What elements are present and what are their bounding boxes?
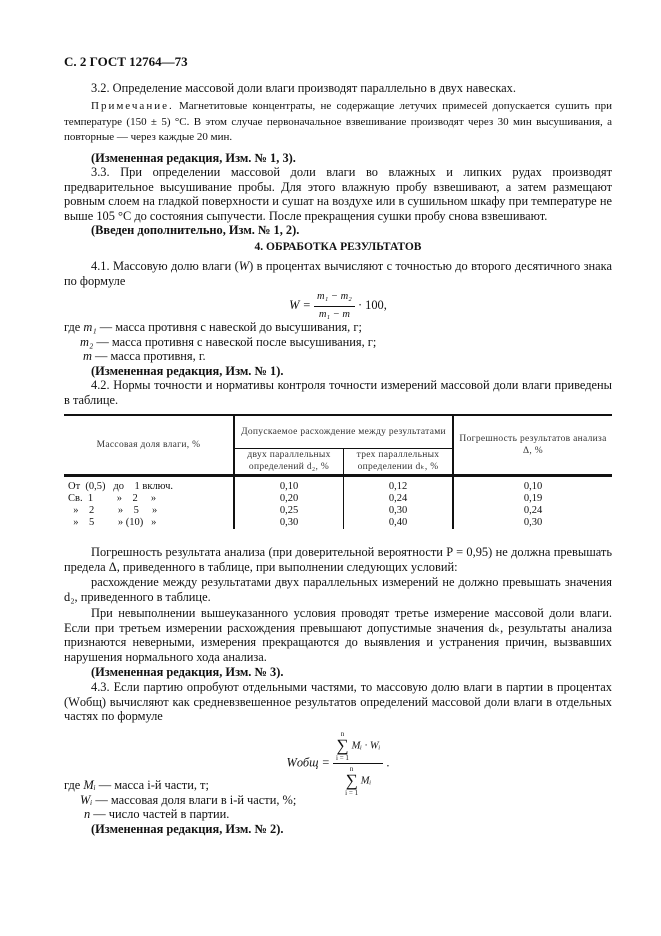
numerator — [333, 730, 383, 764]
where-item — [64, 778, 612, 793]
text: где — [64, 320, 84, 334]
variable: W — [238, 259, 250, 273]
sum-icon: n ∑ i = 1 — [336, 730, 349, 762]
formula-tail: · 100, — [357, 297, 387, 312]
symbol: m₁ — [83, 320, 97, 334]
cell: 0,20 — [234, 493, 344, 505]
cell: Св. 1 » 2 » — [64, 493, 234, 505]
paragraph-condition: расхождение между результатами двух параллельных измерений не должно превышать значения d₂, приведенного в таблице. — [64, 575, 612, 604]
cell: 0,30 — [523, 517, 543, 528]
cell: 0,12 — [344, 481, 454, 493]
table-row — [64, 505, 612, 517]
paragraph-4-3: 4.3. Если партию опробуют отдельными частями, то массовую долю влаги в партии в процентах (Wобщ) вычисляют как средневзвешенное результатов определений массовой доли влаги в отдельных частях по формуле — [64, 680, 612, 724]
where-item — [64, 320, 612, 335]
formula-lhs: W = — [289, 297, 311, 312]
sum-lower: i = 1 — [345, 789, 359, 797]
where-item — [64, 335, 612, 350]
symbol: m₂ — [80, 334, 94, 349]
text: ) в процентах вычисляют с точностью до второго десятичного знака по формуле — [64, 259, 612, 288]
paragraph-3-2: 3.2. Определение массовой доли влаги производят параллельно в двух навесках. — [91, 81, 516, 95]
numerator-text: Mᵢ · Wᵢ — [351, 740, 381, 752]
section-heading: 4. ОБРАБОТКА РЕЗУЛЬТАТОВ — [254, 241, 422, 253]
symbol: n — [84, 807, 91, 822]
cell: От (0,5) до 1 включ. — [64, 481, 234, 493]
paragraph-4-2: 4.2. Нормы точности и нормативы контроля точности измерений массовой доли влаги приведены в таблице. — [64, 378, 612, 407]
numerator: m₁ − m₂ — [314, 290, 355, 307]
sum-icon: n ∑ i = 1 — [345, 765, 359, 797]
col-header-three: трех параллельных определении dₖ, % — [344, 448, 454, 475]
text: — масса противня, г. — [91, 349, 206, 364]
sum-upper: n — [349, 765, 354, 773]
text: — масса противня с навеской до высушивания, г; — [96, 320, 362, 334]
cell: 0,19 — [523, 493, 543, 504]
paragraph-error: Погрешность результата анализа (при доверительной вероятности P = 0,95) не должна превышать предела Δ, приведенного в таблице, при выполнении следующих условий: — [64, 545, 612, 574]
note — [64, 99, 612, 146]
paragraph-third-measurement: При невыполнении вышеуказанного условия проводят третье измерение массовой доли влаги. Если при третьем измерении расхождения превышают допустимые значения dₖ, результаты анализа признаются неверными, измерения прекращаются до выявления и устранения причин, вызвавших нарушения нормального хода анализа. — [64, 606, 612, 664]
table-row — [64, 493, 612, 505]
cell: 0,24 — [344, 493, 454, 505]
formula-tail: . — [386, 755, 390, 770]
symbol: Mᵢ — [83, 778, 96, 792]
symbol: Wᵢ — [80, 792, 93, 807]
text: — масса противня с навеской после высушивания, г; — [93, 334, 377, 349]
cell: » 5 » (10) » — [64, 517, 234, 529]
text: 4.1. Массовую долю влаги ( — [91, 259, 239, 273]
cell: » 2 » 5 » — [64, 505, 234, 517]
formula-lhs: Wобщ = — [286, 755, 330, 770]
cell: 0,30 — [234, 517, 344, 529]
amendment-note: (Измененная редакция, Изм. № 1). — [91, 364, 284, 378]
col-group-header: Допускаемое расхождение между результатами — [234, 415, 453, 448]
col-header-error: Погрешность результатов анализа Δ, % — [453, 415, 612, 475]
cell: 0,40 — [344, 517, 454, 529]
note-text: Магнетитовые концентраты, не содержащие летучих примесей допускается сушить при температуре (150 ± 5) °С. В этом случае первоначальное взвешивание производят через 30 мин высушивания, а повторные — через каждые 20 мин. — [64, 100, 612, 143]
where-list-1 — [64, 320, 612, 364]
paragraph-3-3: 3.3. При определении массовой доли влаги во влажных и липких рудах производят предварительное высушивание пробы. Для этого влажную пробу взвешивают, а затем размещают ровным слоем на гладкой поверхности и сушат на воздухе или в сушильном шкафу при температуре не выше 105 °С до состояния сыпучести. После прекращения сушки пробу снова взвешивают. — [64, 165, 612, 223]
col-header-moisture: Массовая доля влаги, % — [64, 415, 234, 475]
cell: 0,30 — [344, 505, 454, 517]
where-list-2 — [64, 778, 612, 822]
amendment-note: (Измененная редакция, Изм. № 2). — [91, 822, 284, 836]
text: — число частей в партии. — [90, 807, 230, 822]
paragraph-4-1 — [64, 259, 612, 288]
text: — массовая доля влаги в i-й части, %; — [92, 792, 297, 807]
denominator-text: Mᵢ — [360, 775, 372, 787]
text: — масса i-й части, т; — [95, 778, 209, 792]
col-header-two: двух параллельных определений d₂, % — [234, 448, 344, 475]
cell: 0,25 — [234, 505, 344, 517]
sum-upper: n — [340, 730, 345, 738]
fraction — [314, 290, 355, 322]
sum-lower: i = 1 — [336, 754, 349, 762]
cell: 0,10 — [234, 481, 344, 493]
page-header: С. 2 ГОСТ 12764—73 — [64, 54, 188, 69]
where-item — [64, 807, 612, 822]
accuracy-table — [64, 414, 612, 529]
table-row — [64, 481, 612, 493]
denominator: m₁ − m — [318, 308, 350, 320]
addition-note: (Введен дополнительно, Изм. № 1, 2). — [91, 223, 300, 237]
amendment-note: (Измененная редакция, Изм. № 1, 3). — [91, 151, 296, 165]
text: где — [64, 778, 84, 792]
where-item — [64, 793, 612, 808]
cell: 0,10 — [523, 481, 543, 492]
note-label: Примечание. — [91, 100, 174, 112]
symbol: m — [83, 349, 92, 364]
table-row — [64, 517, 612, 529]
cell: 0,24 — [523, 505, 543, 516]
where-item — [64, 349, 612, 364]
amendment-note: (Измененная редакция, Изм. № 3). — [91, 665, 284, 679]
formula-moisture — [64, 290, 612, 322]
